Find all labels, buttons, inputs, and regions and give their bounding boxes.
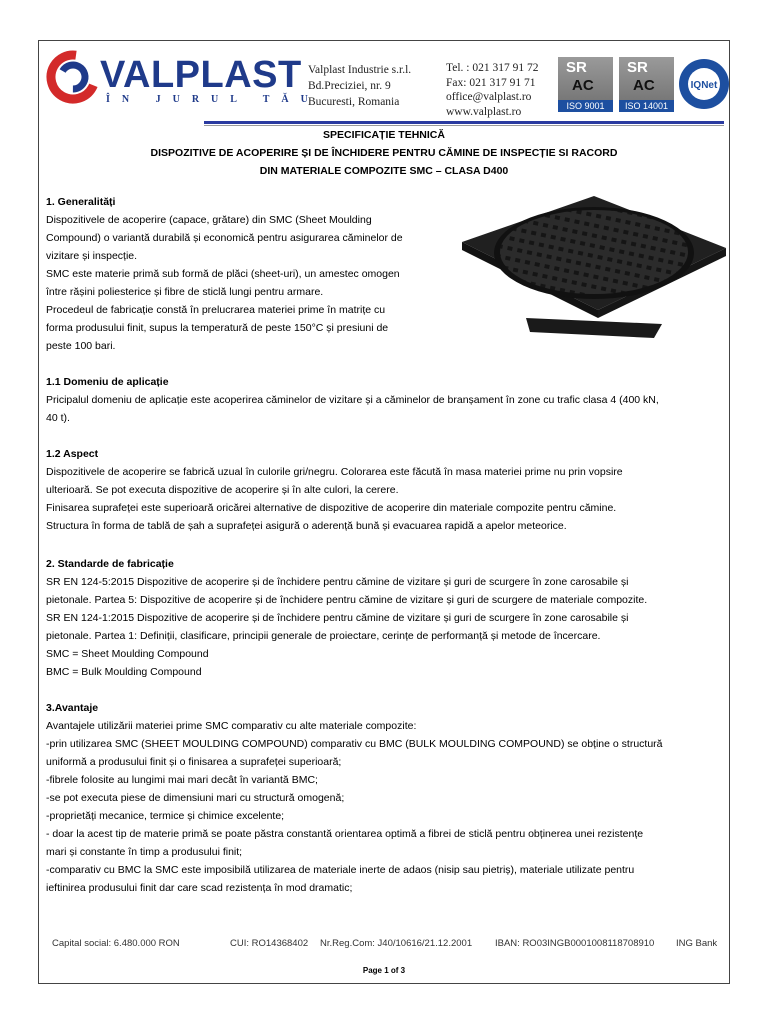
- fax-number: Fax: 021 317 91 71: [446, 76, 536, 89]
- section-1-2-line: Finisarea suprafeței este superioară oricărei alternative de dispozitive de acoperire din materiale compozite pentru cămine.: [46, 502, 617, 514]
- section-1-line: Compound) o variantă durabilă și economică pentru asigurarea căminelor de: [46, 232, 403, 244]
- page-number: Page 1 of 3: [362, 966, 406, 975]
- section-3-line: -prin utilizarea SMC (SHEET MOULDING COMPOUND) comparativ cu BMC (BULK MOULDING COMPOUND) se obține o structură: [46, 738, 663, 750]
- section-1-2-line: Dispozitivele de acoperire se fabrică uzual în culorile gri/negru. Colorarea este făcută în masa materiei prime nu prin vopsire: [46, 466, 623, 478]
- valplast-logo-icon: [46, 50, 100, 104]
- phone-number: Tel. : 021 317 91 72: [446, 62, 539, 74]
- section-3-line: -proprietăți mecanice, termice și chimice excelente;: [46, 810, 285, 822]
- section-2-line: SMC = Sheet Moulding Compound: [46, 648, 209, 660]
- website: www.valplast.ro: [446, 105, 522, 118]
- footer-capital: Capital social: 6.480.000 RON: [52, 938, 180, 949]
- section-2-line: SR EN 124-5:2015 Dispozitive de acoperire și de închidere pentru cămine de vizitare și guri de scurgere în zone carosabile și: [46, 576, 629, 588]
- section-3-line: uniformă a produsului finit și o finisarea a suprafeței superioară;: [46, 756, 342, 768]
- section-3-line: -comparativ cu BMC la SMC este imposibilă utilizarea de materiale inerte de adaos (nisip sau pietriș), materiale utilizate pentru: [46, 864, 635, 876]
- section-3-heading: 3.Avantaje: [46, 702, 99, 714]
- section-2-line: BMC = Bulk Moulding Compound: [46, 666, 202, 678]
- section-1-1-heading: 1.1 Domeniu de aplicație: [46, 376, 169, 388]
- section-1-2-heading: 1.2 Aspect: [46, 448, 99, 460]
- section-1-line: SMC este materie primă sub formă de plăci (sheet-uri), un amestec omogen: [46, 268, 400, 280]
- section-2-heading: 2. Standarde de fabricație: [46, 558, 174, 570]
- iqnet-badge-icon: [678, 58, 730, 110]
- section-1-line: Dispozitivele de acoperire (capace, grătare) din SMC (Sheet Moulding: [46, 214, 372, 226]
- iqnet-label: IQNet: [690, 80, 718, 91]
- section-1-line: vizitare și inspecție.: [46, 250, 138, 262]
- sr-ac-iso9001-badge: SR AC ISO 9001: [558, 57, 613, 112]
- section-3-line: ieftinirea produsului finit dar care scad rezistența în mod dramatic;: [46, 882, 353, 894]
- section-1-1-line: Pricipalul domeniu de aplicație este acoperirea căminelor de vizitare și a căminelor de branșament în zone cu trafic clasa 4 (400 kN,: [46, 394, 659, 406]
- section-1-line: între rășini poliesterice și fibre de sticlă lungi pentru armare.: [46, 286, 324, 298]
- logo-tagline: ÎN JURUL TĂU: [106, 94, 320, 105]
- section-3-line: - doar la acest tip de materie primă se poate păstra constantă orientarea optimă a fibrei de sticlă pentru obținerea unei rezistențe: [46, 828, 644, 840]
- section-2-line: SR EN 124-1:2015 Dispozitive de acoperire și de închidere pentru cămine de vizitare și guri de scurgere în zone carosabile și: [46, 612, 629, 624]
- company-name: Valplast Industrie s.r.l.: [308, 64, 412, 76]
- section-1-line: Procedeul de fabricație constă în prelucrarea materiei prime în matrițe cu: [46, 304, 386, 316]
- footer-iban: IBAN: RO03INGB0001008118708910: [495, 938, 655, 949]
- email-address: office@valplast.ro: [446, 91, 532, 103]
- section-2-line: pietonale. Partea 1: Definiții, clasificare, principii generale de proiectare, cerințe de performanță și metode de încercare.: [46, 630, 601, 642]
- doc-title: SPECIFICAȚIE TEHNICĂ: [323, 129, 445, 141]
- logo-wordmark: VALPLAST: [100, 54, 302, 96]
- section-1-heading: 1. Generalități: [46, 196, 116, 208]
- company-city: Bucuresti, Romania: [308, 96, 400, 108]
- section-3-line: mari și constante în timp a produsului finit;: [46, 846, 243, 858]
- section-1-2-line: Structura în forma de tablă de șah a suprafeței asigură o aderență bună și evacuarea rapidă a apelor meteorice.: [46, 520, 567, 532]
- section-1-2-line: ulterioară. Se pot executa dispozitive de acoperire și în alte culori, la cerere.: [46, 484, 399, 496]
- section-3-line: Avantajele utilizării materiei prime SMC comparativ cu alte materiale compozite:: [46, 720, 417, 732]
- section-3-line: -se pot executa piese de dimensiuni mari cu structură omogenă;: [46, 792, 345, 804]
- sr-ac-iso14001-badge: SR AC ISO 14001: [619, 57, 674, 112]
- doc-subtitle-1: DISPOZITIVE DE ACOPERIRE ȘI DE ÎNCHIDERE PENTRU CĂMINE DE INSPECȚIE SI RACORD: [150, 147, 618, 159]
- section-2-line: pietonale. Partea 5: Dispozitive de acoperire și de închidere pentru cămine de vizitare și guri de scurgere de materiale compozite.: [46, 594, 648, 606]
- footer-cui: CUI: RO14368402: [230, 938, 309, 949]
- section-1-line: peste 100 bari.: [46, 340, 116, 352]
- section-3-line: -fibrele folosite au lungimi mai mari decât în variantă BMC;: [46, 774, 318, 786]
- section-1-line: forma produsului finit, supus la temperatură de peste 150°C și presiuni de: [46, 322, 389, 334]
- footer-bank: ING Bank: [676, 938, 718, 949]
- header-divider: [204, 121, 724, 124]
- company-contact: [446, 61, 538, 119]
- company-street: Bd.Preciziei, nr. 9: [308, 80, 391, 92]
- section-1-1-line: 40 t).: [46, 412, 70, 424]
- footer-reg: Nr.Reg.Com: J40/10616/21.12.2001: [320, 938, 473, 949]
- doc-subtitle-2: DIN MATERIALE COMPOZITE SMC – CLASA D400: [259, 165, 509, 177]
- manhole-cover-photo: [456, 192, 728, 342]
- company-address: [308, 62, 411, 110]
